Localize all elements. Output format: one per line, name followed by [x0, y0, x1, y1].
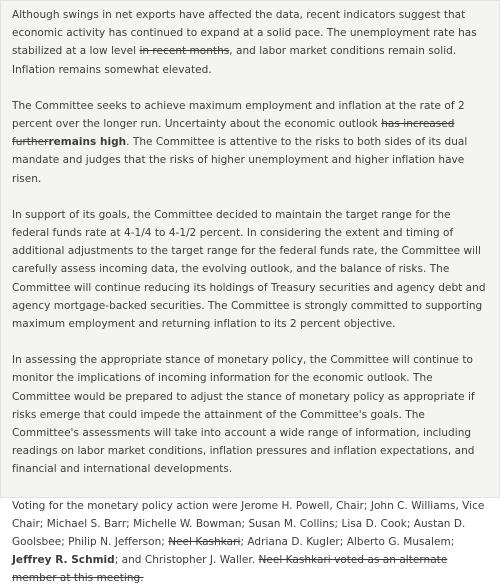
deleted-text: has increased further	[12, 118, 455, 149]
text-run: , and labor market conditions remain solid. Inflation remains somewhat elevated.	[12, 45, 457, 76]
text-run: ; Adriana D. Kugler; Alberto G. Musalem;	[240, 536, 455, 549]
deleted-text: Neel Kashkari	[168, 536, 241, 549]
paragraph-economic-activity	[12, 6, 489, 79]
inserted-text: Jeffrey R. Schmid	[12, 554, 115, 567]
text-run: Voting for the monetary policy action were Jerome H. Powell, Chair; John C. Williams, Vice Chair; Michael S. Barr; Michelle W. Bowman; Susan M. Collins; Lisa D. Cook; Austan D. Goolsbee; Philip N. Jefferson;	[12, 499, 485, 549]
text-run: In support of its goals, the Committee decided to maintain the target range for the federal funds rate at 4-1/4 to 4-1/2 percent. In considering the extent and timing of additional adjustments to the target range for the federal funds rate, the Committee will carefully assess incoming data, the evolving outlook, and the balance of risks. The Committee will continue reducing its holdings of Treasury securities and agency debt and agency mortgage-backed securities. The Committee is strongly committed to supporting maximum employment and returning inflation to its 2 percent objective.	[12, 208, 486, 331]
paragraph-voting	[12, 497, 489, 588]
deleted-text: Neel Kashkari voted as an alternate member at this meeting.	[12, 554, 448, 585]
text-run: . The Committee is attentive to the risks to both sides of its dual mandate and judges that the risks of higher unemployment and higher inflation have risen.	[12, 136, 468, 185]
text-run: In assessing the appropriate stance of monetary policy, the Committee will continue to monitor the implications of incoming information for the economic outlook. The Committee would be prepared to adjust the stance of monetary policy as appropriate if risks emerge that could impede the attainment of the Committee's goals. The Committee's assessments will take into account a wide range of information, including readings on labor market conditions, inflation pressures and inflation expectations, and financial and international developments.	[12, 354, 475, 476]
paragraph-policy-assessment	[12, 351, 489, 478]
deleted-text: in recent months	[139, 45, 230, 58]
text-run: ; and Christopher J. Waller.	[114, 554, 259, 567]
text-run: The Committee seeks to achieve maximum employment and inflation at the rate of 2 percent over the longer run. Uncertainty about the economic outlook	[12, 99, 465, 131]
paragraph-committee-goals	[12, 97, 489, 188]
text-run: Although swings in net exports have affected the data, recent indicators suggest that economic activity has continued to expand at a solid pace. The unemployment rate has stabilized at a low level	[12, 9, 477, 58]
inserted-text: remains high	[48, 136, 127, 149]
paragraph-policy-decision	[12, 206, 489, 333]
